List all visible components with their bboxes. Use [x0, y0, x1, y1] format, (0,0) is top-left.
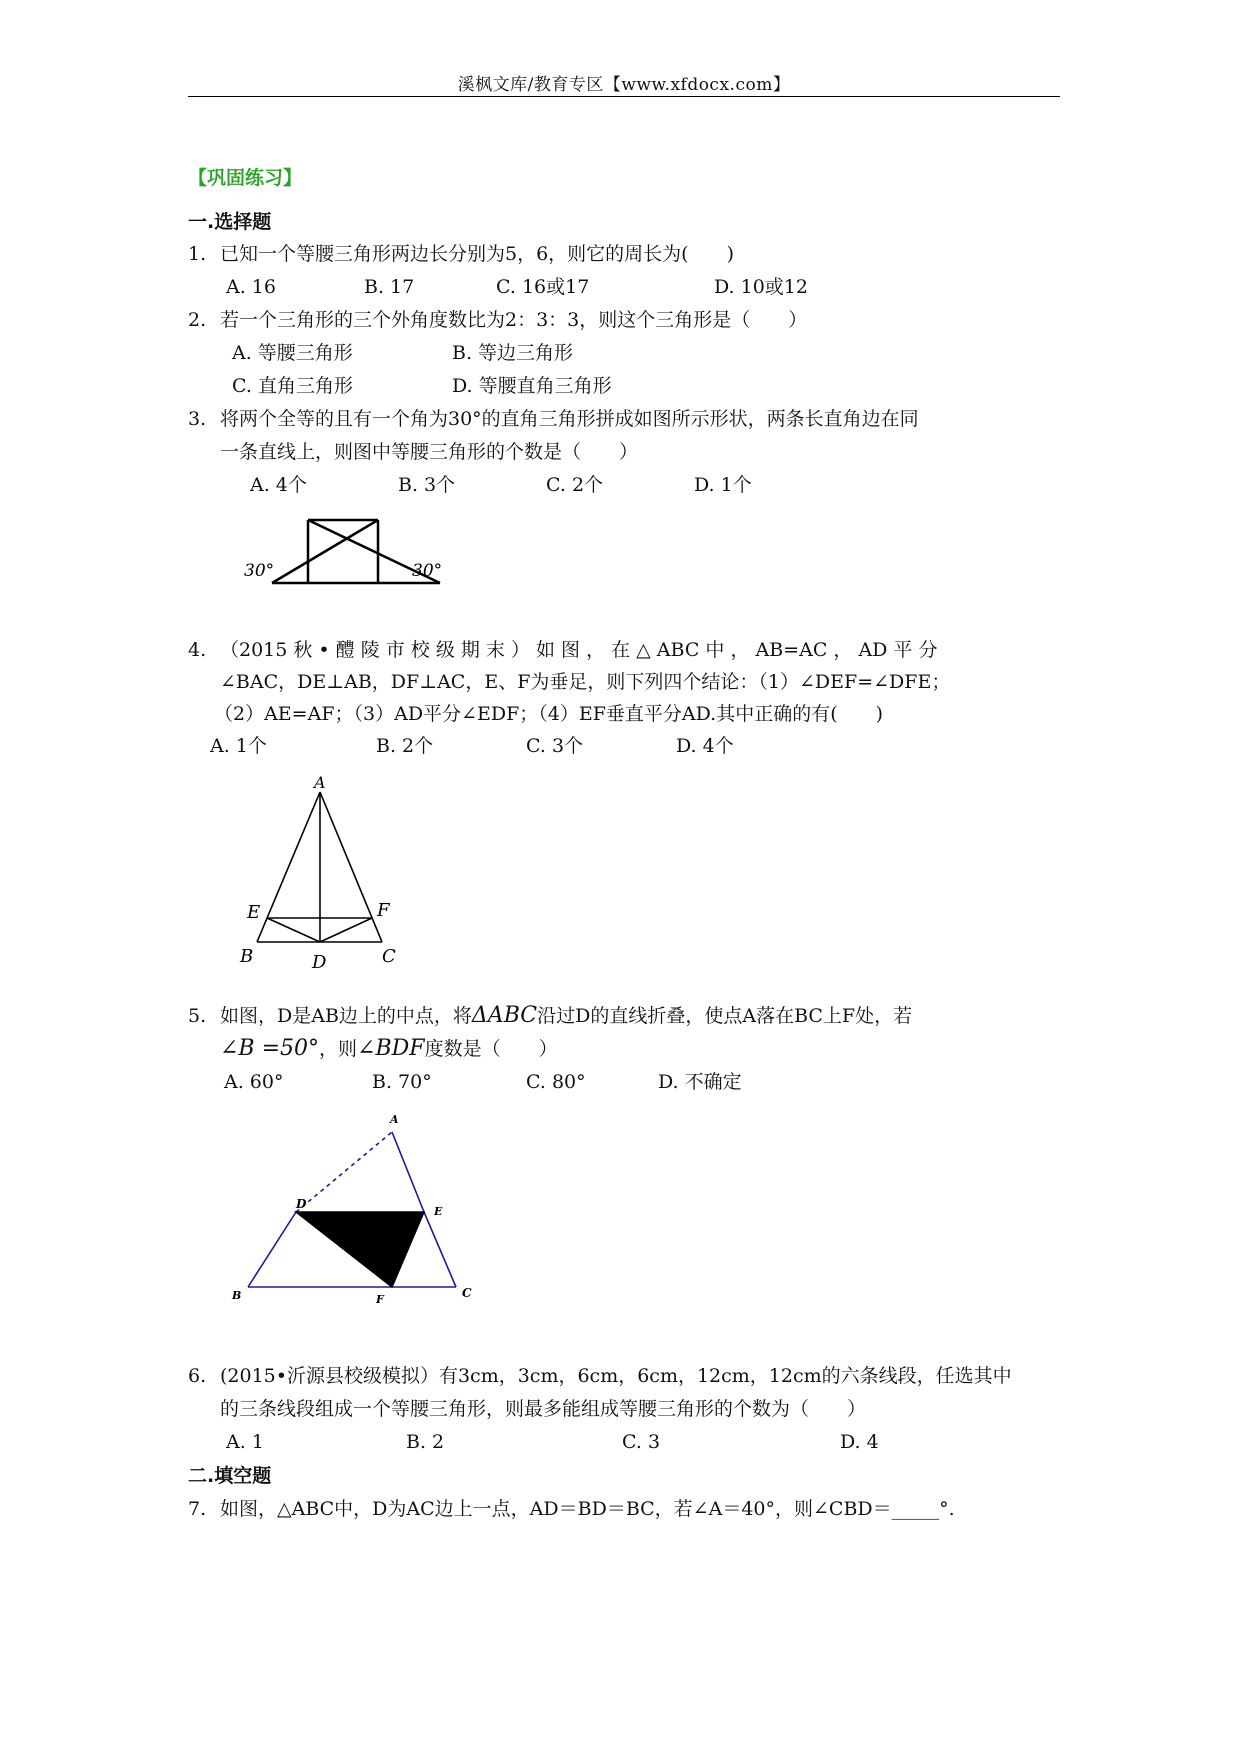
- q4-label-e: E: [247, 902, 261, 923]
- question-4-text-3: （2）AE=AF；（3）AD平分∠EDF；（4）EF垂直平分AD.其中正确的有( ): [214, 703, 884, 725]
- q2-option-d: D. 等腰直角三角形: [452, 375, 612, 397]
- question-5-math-bdf: ∠BDF: [357, 1036, 425, 1061]
- question-5-text-2b: 度数是（ ）: [424, 1038, 558, 1060]
- q5-label-d: D: [296, 1197, 307, 1211]
- q2-option-b: B. 等边三角形: [452, 342, 574, 364]
- q1-option-b: B. 17: [364, 276, 415, 298]
- question-3-text-2: 一条直线上，则图中等腰三角形的个数是（ ）: [220, 441, 639, 463]
- q5-label-b: B: [232, 1289, 242, 1302]
- question-2: [188, 308, 807, 332]
- q5-folded-triangle: [296, 1212, 424, 1287]
- q4-option-d: D. 4个: [676, 735, 734, 757]
- q6-option-d: D. 4: [840, 1431, 879, 1453]
- q1-option-c: C. 16或17: [496, 276, 590, 298]
- q3-figure: [240, 510, 450, 590]
- q4-label-f: F: [377, 900, 390, 921]
- question-3-line1: [188, 407, 919, 431]
- q5-option-d: D. 不确定: [658, 1071, 742, 1093]
- q5-label-f: F: [376, 1293, 384, 1306]
- question-1-number: 1.: [188, 243, 207, 265]
- question-3-number: 3.: [188, 408, 207, 430]
- q5-option-c: C. 80°: [526, 1071, 586, 1093]
- question-5-line2: [220, 1037, 558, 1061]
- q4-label-c: C: [382, 946, 396, 967]
- question-4-text-2: ∠BAC，DE⊥AB，DF⊥AC，E、F为垂足，则下列四个结论：（1）∠DEF=∠DFE；: [220, 671, 951, 693]
- part1-title: 一.选择题: [188, 211, 272, 233]
- q3-option-c: C. 2个: [546, 474, 604, 496]
- q5-label-c: C: [462, 1286, 472, 1300]
- question-2-text: 若一个三角形的三个外角度数比为2：3：3，则这个三角形是（ ）: [220, 309, 808, 331]
- question-1-text: 已知一个等腰三角形两边长分别为5，6，则它的周长为( ): [220, 243, 735, 265]
- question-4-line1: [188, 638, 937, 662]
- q4-option-c: C. 3个: [526, 735, 584, 757]
- question-3-text-1: 将两个全等的且有一个角为30°的直角三角形拼成如图所示形状，两条长直角边在同: [220, 408, 919, 430]
- question-5-text-1b: 沿过D的直线折叠，使点A落在BC上F处，若: [537, 1005, 913, 1027]
- question-5-math-abc: ΔABC: [471, 1003, 538, 1028]
- question-6-text-1: (2015•沂源县校级模拟）有3cm，3cm，6cm，6cm，12cm，12cm的六条线段，任选其中: [220, 1365, 1012, 1387]
- q4-label-a: A: [314, 773, 326, 792]
- question-6-number: 6.: [188, 1365, 207, 1387]
- q3-option-b: B. 3个: [398, 474, 456, 496]
- q4-label-d: D: [312, 952, 327, 970]
- q5-option-b: B. 70°: [372, 1071, 432, 1093]
- q2-option-a: A. 等腰三角形: [232, 342, 353, 364]
- q4-figure: [232, 770, 412, 970]
- q5-figure: [224, 1105, 484, 1315]
- part2-title: 二.填空题: [188, 1465, 272, 1487]
- q1-option-a: A. 16: [226, 276, 276, 298]
- question-6-text-2: 的三条线段组成一个等腰三角形，则最多能组成等腰三角形的个数为（ ）: [220, 1398, 867, 1420]
- question-1: [188, 242, 734, 266]
- page-header: 溪枫文库/教育专区【www.xfdocx.com】: [457, 75, 791, 95]
- q3-figure-left-angle: 30°: [244, 561, 275, 581]
- question-6-line1: [188, 1364, 1012, 1388]
- question-5-number: 5.: [188, 1005, 207, 1027]
- q6-option-a: A. 1: [226, 1431, 264, 1453]
- q5-option-a: A. 60°: [224, 1071, 284, 1093]
- question-5-math-angle-b: ∠B =50°: [220, 1036, 320, 1061]
- header-divider: [188, 96, 1060, 97]
- q2-option-c: C. 直角三角形: [232, 375, 353, 397]
- q4-option-b: B. 2个: [376, 735, 434, 757]
- q4-label-b: B: [240, 946, 254, 967]
- q5-label-a: A: [390, 1113, 399, 1126]
- question-7: [188, 1497, 955, 1521]
- q3-figure-right-angle: 30°: [412, 561, 443, 581]
- question-7-text: 如图，△ABC中，D为AC边上一点，AD＝BD＝BC，若∠A＝40°，则∠CBD＝_____°.: [220, 1498, 955, 1520]
- question-5-text-1a: 如图，D是AB边上的中点，将: [220, 1005, 472, 1027]
- q4-option-a: A. 1个: [210, 735, 267, 757]
- q6-option-b: B. 2: [406, 1431, 445, 1453]
- question-4-text-1: （2015 秋 • 醴 陵 市 校 级 期 末 ） 如 图 ， 在 △ ABC 中 ， AB=AC ， AD 平 分: [220, 639, 938, 661]
- q3-option-d: D. 1个: [694, 474, 752, 496]
- q5-label-e: E: [434, 1205, 443, 1218]
- q1-option-d: D. 10或12: [714, 276, 808, 298]
- question-7-number: 7.: [188, 1498, 207, 1520]
- q3-option-a: A. 4个: [250, 474, 307, 496]
- question-5-line1: [188, 1004, 912, 1028]
- q6-option-c: C. 3: [622, 1431, 661, 1453]
- question-4-number: 4.: [188, 639, 207, 661]
- section-label: 【巩固练习】: [188, 167, 303, 189]
- question-5-text-2a: ，则: [319, 1038, 358, 1060]
- question-2-number: 2.: [188, 309, 207, 331]
